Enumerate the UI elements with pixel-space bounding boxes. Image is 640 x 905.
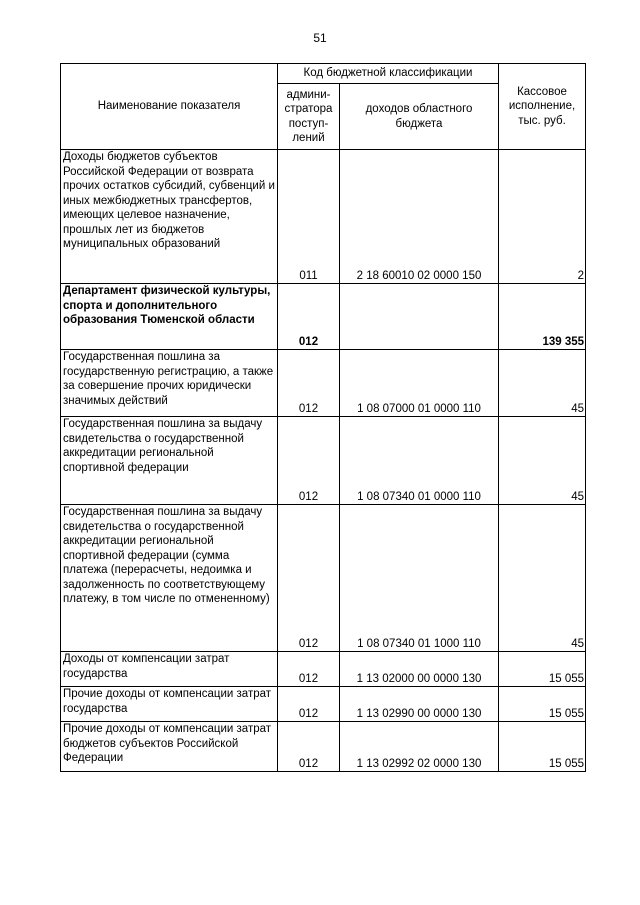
header-amount: Кассовое исполнение, тыс. руб. bbox=[499, 64, 586, 150]
header-income: доходов областного бюджета bbox=[340, 84, 499, 150]
row-amount: 15 055 bbox=[499, 687, 586, 722]
row-admin-code: 011 bbox=[278, 150, 340, 284]
row-amount: 15 055 bbox=[499, 722, 586, 772]
row-admin-code: 012 bbox=[278, 722, 340, 772]
header-admin: админи-стратора поступ-лений bbox=[278, 84, 340, 150]
row-name: Доходы от компенсации затрат государства bbox=[61, 652, 278, 687]
table-row bbox=[61, 350, 586, 417]
row-name: Доходы бюджетов субъектов Российской Федерации от возврата прочих остатков субсидий, субвенций и иных межбюджетных трансфертов, имеющих целевое назначение, прошлых лет из бюджетов муниципальных образований bbox=[61, 150, 278, 284]
table-row bbox=[61, 417, 586, 505]
table-row bbox=[61, 150, 586, 284]
row-kbk-code: 1 08 07000 01 0000 110 bbox=[340, 350, 499, 417]
table-row bbox=[61, 652, 586, 687]
row-amount: 2 bbox=[499, 150, 586, 284]
row-name: Государственная пошлина за выдачу свидетельства о государственной аккредитации региональной спортивной федерации bbox=[61, 417, 278, 505]
row-admin-code: 012 bbox=[278, 350, 340, 417]
table-row bbox=[61, 505, 586, 652]
header-name: Наименование показателя bbox=[61, 64, 278, 150]
row-kbk-code: 1 08 07340 01 1000 110 bbox=[340, 505, 499, 652]
row-name: Государственная пошлина за выдачу свидетельства о государственной аккредитации региональной спортивной федерации (сумма платежа (перерасчеты, недоимка и задолженность по соответствующему платежу, в том числе по отмененному) bbox=[61, 505, 278, 652]
row-kbk-code: 1 13 02000 00 0000 130 bbox=[340, 652, 499, 687]
row-amount: 139 355 bbox=[499, 284, 586, 350]
budget-table bbox=[60, 63, 586, 772]
page-number: 51 bbox=[313, 31, 327, 45]
row-admin-code: 012 bbox=[278, 505, 340, 652]
row-kbk-code bbox=[340, 284, 499, 350]
row-admin-code: 012 bbox=[278, 417, 340, 505]
row-kbk-code: 1 13 02992 02 0000 130 bbox=[340, 722, 499, 772]
table-row bbox=[61, 687, 586, 722]
row-amount: 45 bbox=[499, 417, 586, 505]
row-admin-code: 012 bbox=[278, 687, 340, 722]
row-amount: 45 bbox=[499, 505, 586, 652]
row-name: Департамент физической культуры, спорта и дополнительного образования Тюменской области bbox=[61, 284, 278, 350]
row-kbk-code: 1 08 07340 01 0000 110 bbox=[340, 417, 499, 505]
row-kbk-code: 1 13 02990 00 0000 130 bbox=[340, 687, 499, 722]
header-code-group: Код бюджетной классификации bbox=[278, 64, 499, 84]
table-row bbox=[61, 284, 586, 350]
row-name: Государственная пошлина за государственную регистрацию, а также за совершение прочих юридически значимых действий bbox=[61, 350, 278, 417]
row-amount: 15 055 bbox=[499, 652, 586, 687]
row-name: Прочие доходы от компенсации затрат государства bbox=[61, 687, 278, 722]
row-admin-code: 012 bbox=[278, 284, 340, 350]
row-name: Прочие доходы от компенсации затрат бюджетов субъектов Российской Федерации bbox=[61, 722, 278, 772]
row-admin-code: 012 bbox=[278, 652, 340, 687]
table-row bbox=[61, 722, 586, 772]
row-amount: 45 bbox=[499, 350, 586, 417]
row-kbk-code: 2 18 60010 02 0000 150 bbox=[340, 150, 499, 284]
